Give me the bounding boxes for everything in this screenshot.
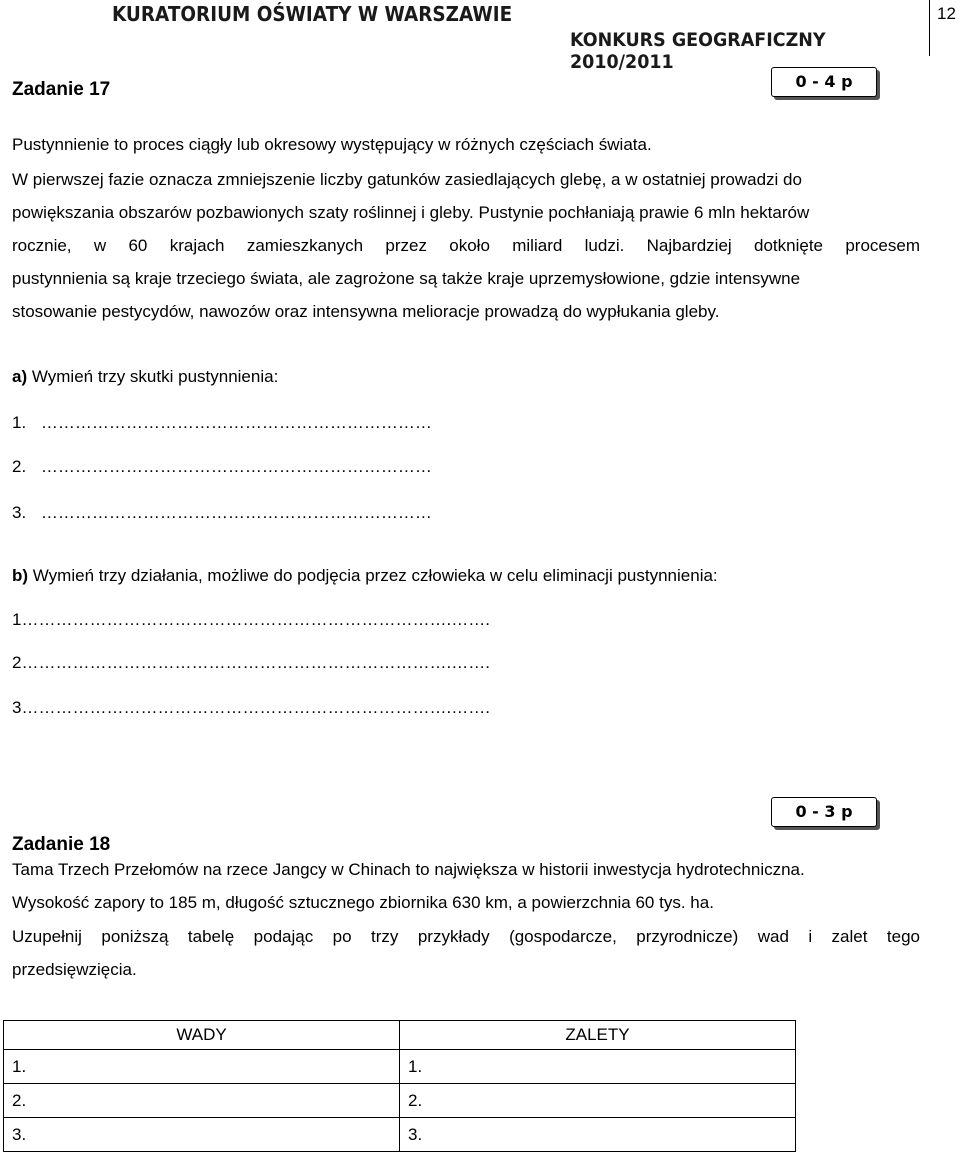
header-contest: KONKURS GEOGRAFICZNY 2010/2011 [570,29,826,73]
table-header-row [4,1021,796,1050]
task17-title: Zadanie 17 [12,79,111,100]
answer-a-line-2[interactable] [12,457,432,477]
answer-a-line-1[interactable] [12,413,432,433]
task17-question-b [12,566,718,586]
answer-number: 3. [12,503,27,522]
task18-paragraph-line: Uzupełnij poniższą tabelę podając po trzy przykłady (gospodarcze, przyrodnicze) wad i zalet tego [12,927,920,946]
task17-paragraph-line: Pustynnienie to proces ciągły lub okresowy występujący w różnych częściach świata. [12,135,652,154]
answer-dots: …………………………………………………………… [40,503,432,522]
task17-paragraph-line: powiększania obszarów pozbawionych szaty roślinnej i gleby. Pustynie pochłaniają prawie 6 mln hektarów [12,203,810,222]
answer-number: 1. [12,413,27,432]
header-zalety: ZALETY [565,1025,630,1044]
answer-number: 1 [12,610,22,629]
question-a-text: Wymień trzy skutki pustynnienia: [31,367,279,386]
task18-title: Zadanie 18 [12,834,111,855]
table-row [4,1050,796,1084]
task18-paragraph-line: przedsięwzięcia. [12,960,137,979]
table-header-cell [400,1021,796,1050]
header-divider [929,0,930,56]
table-cell-wady[interactable]: 3. [4,1118,400,1152]
question-b-label: b) [12,566,29,585]
answer-dots: ………………………………………………………………….……. [21,653,490,672]
task18-paragraph-line: Wysokość zapory to 185 m, długość sztucznego zbiornika 630 km, a powierzchnia 60 tys. ha. [12,893,714,912]
table-cell-zalety[interactable]: 2. [400,1084,796,1118]
table-header-cell [4,1021,400,1050]
table-row [4,1118,796,1152]
table-row [4,1084,796,1118]
pros-cons-table [3,1020,796,1152]
task17-question-a [12,367,278,387]
task18-paragraph-line: Tama Trzech Przełomów na rzece Jangcy w Chinach to największa w historii inwestycja hydrotechniczna. [12,860,805,879]
task17-paragraph-line: rocznie, w 60 krajach zamieszkanych przez około miliard ludzi. Najbardziej dotknięte procesem [12,236,920,255]
page-number: 12 [937,4,956,23]
answer-a-line-3[interactable] [12,503,432,523]
answer-number: 2. [12,457,27,476]
answer-number: 2 [12,653,22,672]
answer-dots: ………………………………………………………………….……. [21,610,490,629]
table-cell-wady[interactable]: 1. [4,1050,400,1084]
task17-points-box: 0 - 4 p [771,67,877,97]
answer-b-line-1[interactable] [12,610,490,630]
table-cell-wady[interactable]: 2. [4,1084,400,1118]
answer-number: 3 [12,698,22,717]
answer-dots: ………………………………………………………………….……. [21,698,490,717]
task17-paragraph-line: pustynnienia są kraje trzeciego świata, ale zagrożone są także kraje uprzemysłowione, gdzie intensywne [12,269,801,288]
table-cell-zalety[interactable]: 3. [400,1118,796,1152]
answer-dots: …………………………………………………………… [40,457,432,476]
table-cell-zalety[interactable]: 1. [400,1050,796,1084]
answer-dots: …………………………………………………………… [40,413,432,432]
task18-points-box: 0 - 3 p [771,797,877,827]
answer-b-line-2[interactable] [12,653,490,673]
task17-paragraph-line: W pierwszej fazie oznacza zmniejszenie liczby gatunków zasiedlających glebę, a w ostatniej prowadzi do [12,170,802,189]
answer-b-line-3[interactable] [12,698,490,718]
question-b-text: Wymień trzy działania, możliwe do podjęcia przez człowieka w celu eliminacji pustynnienia: [32,566,718,585]
question-a-label: a) [12,367,28,386]
task17-paragraph-line: stosowanie pestycydów, nawozów oraz intensywna melioracje prowadzą do wypłukania gleby. [12,302,720,321]
header-institution: KURATORIUM OŚWIATY W WARSZAWIE [112,2,513,26]
header-wady: WADY [176,1025,227,1044]
